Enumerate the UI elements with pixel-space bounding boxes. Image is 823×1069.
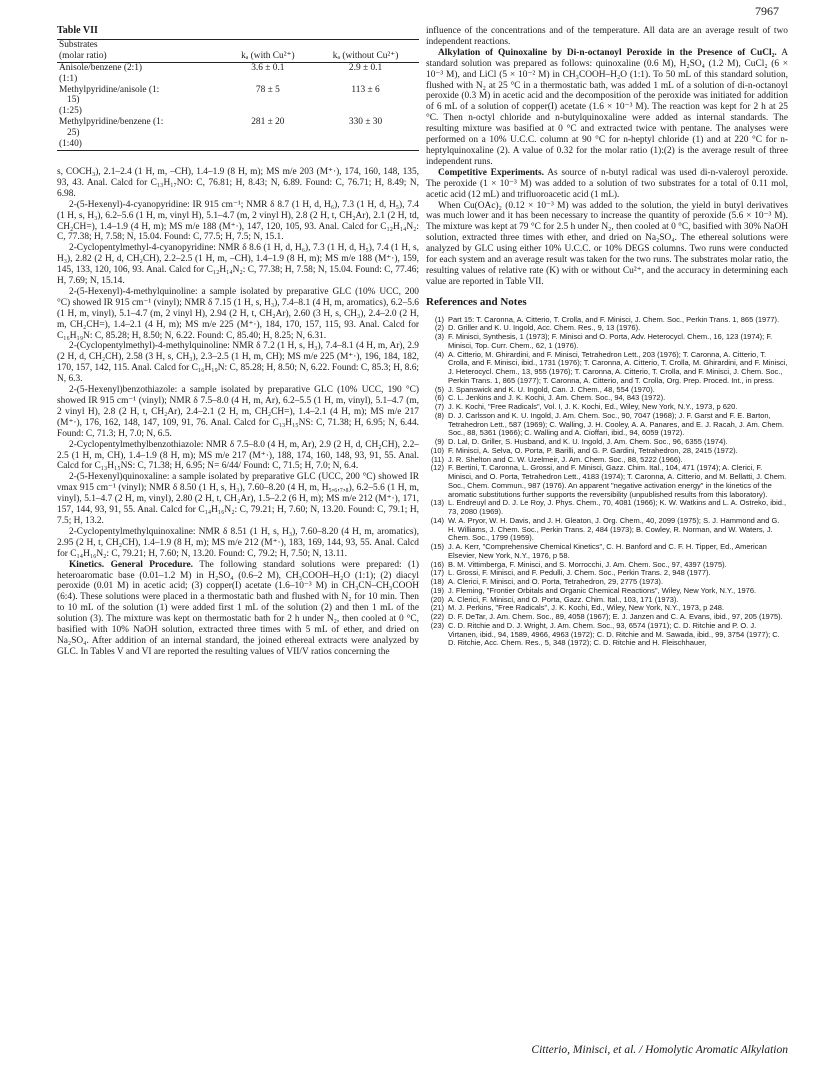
reference-number: (13) — [430, 498, 444, 508]
paragraph: 2-(5-Hexenyl)quinoxaline: a sample isolated by preparative GLC (UCC, 200 °C) showed IR νmax 915 cm⁻¹ (vinyl); NMR δ 8.50 (1 H, s, H₃), 7.60–8.20 (4 H, m, H₅,₆,₇,₈), 6.2–5.6 (1 H, m, vinyl), 5.1–4.7 (2 H, m, vinyl), 2.80 (2 H, t, CH₂Ar), 1.5–2.2 (6 H, m); MS m/e 212 (M⁺·), 171, 157, 144, 93, 91, 55. Anal. Calcd for C₁₄H₁₆N₂: C, 79.21; H, 7.60; N, 13.20. Found: C, 79.1; H, 7.5; H, 13.2. — [57, 472, 419, 526]
reference-text: J. Spanswick and K. U. Ingold, Can. J. Chem., 48, 554 (1970). — [448, 384, 655, 394]
table-vii — [57, 39, 419, 151]
reference-text: A. Clerici, F. Minisci, and O. Porta, Tetrahedron, 29, 2775 (1973). — [448, 577, 663, 587]
running-footer: Citterio, Minisci, et al. / Homolytic Aromatic Alkylation — [531, 1044, 788, 1056]
reference-number: (20) — [430, 594, 444, 604]
reference-item — [426, 517, 788, 543]
table-header-substrates: Substrates — [57, 39, 224, 50]
table-header-without-cu: kₐ (without Cu²⁺) — [312, 51, 419, 62]
reference-text: D. J. Carlsson and K. U. Ingold, J. Am. Chem. Soc., 90, 7047 (1968); J. F. Garst and F. E. Barton, Tetrahedron Lett., 587 (1969); C. Walling, J. H. Cooley, A. A. Panares, and E. J. Racah, J. Am. Chem. Soc., 88, 5361 (1966); C. Walling and A. Cioffari, ibid., 94, 6059 (1972). — [448, 410, 784, 438]
reference-text: A. Clerici, F. Minisci, and O. Porta, Gazz. Chim. Ital., 103, 171 (1973). — [448, 594, 679, 604]
reference-text: C. D. Ritchie and D. J. Wright, J. Am. Chem. Soc., 93, 6574 (1971); C. D. Ritchie and P. O. J. Virtanen, ibid., 94, 1589, 4966, 4963 (1972); C. D. Ritchie and M. Sawada, ibid., 99, 3754 (1977); C. D. Ritchie, Acc. Chem. Res., 5, 348 (1972); C. D. Ritchie and H. Fleischhauer, — [448, 620, 780, 648]
reference-text: L. Endreuyl and D. J. Le Roy, J. Phys. Chem., 70, 4081 (1966); K. W. Watkins and L. A. Ostreko, ibid., 73, 2080 (1969). — [448, 498, 787, 517]
reference-number: (15) — [430, 542, 444, 552]
references-heading: References and Notes — [426, 295, 527, 308]
reference-number: (3) — [434, 332, 444, 342]
reference-number: (21) — [430, 603, 444, 613]
reference-number: (4) — [434, 349, 444, 359]
reference-text: Part 15: T. Caronna, A. Citterio, T. Crolla, and F. Minisci, J. Chem. Soc., Perkin Trans. 1, 865 (1977). — [448, 314, 780, 324]
paragraph: 2-(5-Hexenyl)benzothiazole: a sample isolated by preparative GLC (10% UCC, 190 °C) showed IR 915 cm⁻¹ (vinyl); NMR δ 7.5–8.0 (4 H, m, Ar), 6.2–5.5 (1 H, m, vinyl), 5.1–4.7 (m, 2 vinyl H), 2.8 (2 H, t, CH₂Ar), 2.4–2.1 (2 H, m, CH₂CH=), 1.4–2.1 (4 H, m); MS m/e 217 (M⁺·), 176, 162, 148, 147, 109, 91, 76. Anal. Calcd for C₁₃H₁₅NS: C, 71.38; H, 6.95; N, 6.44. Found: C, 71.3; H, 7.0; N, 6.5. — [57, 385, 419, 439]
paragraph: 2-Cyclopentylmethyl-4-cyanopyridine: NMR δ 8.6 (1 H, d, H₆), 7.3 (1 H, d, H₅), 7.4 (1 H, s, H₃), 2.82 (2 H, d, CH₂CH), 2.2–2.5 (1 H, m, –CH), 1.4–1.9 (8 H, m); MS m/e 188 (M⁺·), 159, 145, 133, 120, 106, 93. Anal. Calcd for C₁₂H₁₄N₂: C, 77.38; H, 7.58; N, 15.04. Found: C, 77.46; H, 7.69; N, 15.14. — [57, 243, 419, 287]
reference-text: F. Minisci, Synthesis, 1 (1973); F. Minisci and O. Porta, Adv. Heterocycl. Chem., 16, 123 (1974); F. Minisci, Top. Curr. Chem., 62, 1 (1976). — [448, 332, 773, 350]
reference-number: (5) — [434, 384, 444, 394]
reference-number: (16) — [430, 559, 444, 569]
reference-text: F. Minisci, A. Selva, O. Porta, P. Barilli, and G. P. Gardini, Tetrahedron, 28, 2415 (1972). — [448, 445, 738, 455]
page-number: 7967 — [755, 4, 779, 18]
paragraph: 2-Cyclopentylmethylquinoxaline: NMR δ 8.51 (1 H, s, H₃), 7.60–8.20 (4 H, m, aromatics), 2.95 (2 H, t, CH₂CH), 1.4–1.9 (8 H, m); MS m/e 212 (M⁺·), 183, 169, 144, 93, 55. Anal. Calcd for C₁₄H₁₆N₂: C, 79.21; H, 7.60; N, 13.20. Found: C, 79.2; H, 7.50; N, 13.11. — [57, 526, 419, 559]
table-title: Table VII — [57, 25, 98, 36]
reference-item — [426, 464, 788, 499]
reference-item — [426, 543, 788, 561]
reference-number: (22) — [430, 612, 444, 622]
reference-number: (11) — [431, 454, 444, 464]
reference-number: (14) — [430, 515, 444, 525]
table-row: Methylpyridine/benzene (1: 281 ± 20 330 ± 30 — [59, 117, 383, 128]
reference-text: J. R. Shelton and C. W. Uzelmeir, J. Am. Chem. Soc., 88, 5222 (1966). — [448, 454, 683, 464]
reference-item — [426, 412, 788, 438]
reference-number: (9) — [434, 437, 444, 447]
reference-number: (6) — [434, 393, 444, 403]
table-row: Anisole/benzene (2:1) 3.6 ± 0.1 2.9 ± 0.1 — [59, 62, 383, 73]
reference-number: (23) — [430, 620, 444, 630]
competitive-paragraph: Competitive Experiments. As source of n-butyl radical was used di-n-valeroyl peroxide. The peroxide (1 × 10⁻³ M) was added to a solution of two substrates for a total of 0.11 mol, acetic acid (12 mL) and trifluoroacetic acid (1 mL). — [426, 167, 788, 200]
run-in-heading: Kinetics. General Procedure. — [69, 559, 193, 570]
reference-text: W. A. Pryor, W. H. Davis, and J. H. Gleaton, J. Org. Chem., 40, 2099 (1975); S. J. Hammond and G. H. Williams, J. Chem. Soc., Perkin Trans. 2, 484 (1973); B. Cowley, R. Norman, and W. Waters, J. Chem. Soc., 1799 (1959). — [448, 515, 780, 543]
paragraph: 2-(5-Hexenyl)-4-cyanopyridine: IR 915 cm⁻¹; NMR δ 8.7 (1 H, d, H₆), 7.3 (1 H, d, H₅), 7.4 (1 H, s, H₃), 6.2–5.6 (1 H, m, vinyl H), 5.1–4.7 (m, 2 vinyl H), 2.8 (2 H, t, CH₂Ar), 2.1 (2 H, td, CH₂CH=), 1.4–1.9 (4 H, m); MS m/e 188 (M⁺·), 147, 120, 105, 93. Anal. Calcd for C₁₂H₁₄N₂: C, 77.38; H, 7.58; N, 15.04. Found: C, 77.5; H, 7.5; N, 15.1. — [57, 199, 419, 243]
reference-text: J. A. Kerr, "Comprehensive Chemical Kinetics", C. H. Banford and C. F. H. Tipper, Ed., American Elsevier, New York, N.Y., 1976, p 58. — [448, 542, 767, 560]
alkylation-paragraph: Alkylation of Quinoxaline by Di-n-octanoyl Peroxide in the Presence of CuCl₂. A standard solution was prepared as follows: quinoxaline (0.6 M), H₂SO₄ (1.2 M), CuCl₂ (6 × 10⁻³ M), and LiCl (5 × 10⁻² M) in CH₃COOH–H₂O (1:1). To 50 mL of this standard solution, flushed with N₂ at 25 °C in a thermostatic bath, was added 1 mL of a solution of di-n-octanoyl peroxide (0.3 M) in acetic acid and the decomposition of the peroxide was initiated for addition of 6 mL of a solution of copper(I) acetate (1.6 × 10⁻³ M). The reaction was kept for 2 h at 25 °C. Then n-octyl chloride and n-butylquinoxaline were added as internal standards. The resulting mixture was basified at 0 °C and extracted twice with pentane. The analyses were performed on a 10% U.C.C. column at 90 °C for n-heptyl chloride (1) and at 220 °C for n-heptylquinoxaline (2). A value of 0.32 for the molar ratio (1):(2) is the average result of three independent runs. — [426, 47, 788, 167]
reference-text: M. J. Perkins, "Free Radicals", J. K. Kochi, Ed., Wiley, New York, N.Y., 1973, p 248. — [448, 603, 724, 613]
reference-text: D. Griller and K. U. Ingold, Acc. Chem. Res., 9, 13 (1976). — [448, 323, 641, 333]
references-list — [426, 316, 788, 649]
paragraph: 2-(Cyclopentylmethyl)-4-methylquinoline: NMR δ 7.2 (1 H, s, H₃), 7.4–8.1 (4 H, m, Ar), 2.9 (2 H, d, CH₂CH), 2.58 (3 H, s, CH₃), 2.3–2.5 (1 H, m, CH); MS m/e 225 (M⁺·), 196, 184, 182, 170, 157, 142, 115. Anal. Calcd for C₁₆H₁₉N: C, 85.28; H, 8.50; N, 6.22. Found: C, 85.3; H, 8.6; N, 6.3. — [57, 341, 419, 385]
table-row: (1:1) — [59, 73, 78, 84]
kinetics-paragraph: Kinetics. General Procedure. The following standard solutions were prepared: (1) heteroaromatic base (0.01–1.2 M) in H₂SO₄ (0.6–2 M), CH₃COOH–H₂O (1:1); (2) diacyl peroxide (0.01 M) in acetic acid; (3) copper(I) acetate (1.6–10⁻³ M) in CH₃CN–CH₃COOH (6:4). These solutions were placed in a thermostatic bath and flushed with N₂ for 10 min. Then to 10 mL of the solution (1) were added first 1 mL of the solution (2) and then 1 mL of the solution (3). The mixture was kept on thermostatic bath for 2 h under N₂, then cooled at 0 °C, basified with 10% NaOH solution, extracted three times with 5 mL of ether, and dried on Na₂SO₄. After addition of an internal standard, the joined ethereal extracts were analyzed by GLC. In Tables V and VI are reported the resulting values of VII/V ratios concerning the — [57, 559, 419, 657]
reference-item — [426, 351, 788, 386]
reference-number: (18) — [430, 577, 444, 587]
reference-text: A. Citterio, M. Ghirardini, and F. Minisci, Tetrahedron Lett., 203 (1976); T. Caronna, A. Citterio, T. Crolla, and F. Minisci, ibid., 1731 (1976); T. Caronna, A. Citterio, T. Crolla, M. Ghirardini, and F. Minisci, J. Heterocycl. Chem., 13, 955 (1976); T. Caronna, A. Citterio, T. Crolla, and F. Minisci, J. Chem. Soc., Perkin Trans. 1, 865 (1977); T. Caronna, A. Citterio, and T. Crolla, Org. Prep. Proced. Int., in press. — [448, 349, 788, 385]
reference-number: (7) — [434, 402, 444, 412]
right-column — [426, 26, 788, 648]
paragraph: 2-Cyclopentylmethylbenzothiazole: NMR δ 7.5–8.0 (4 H, m, Ar), 2.9 (2 H, d, CH₂CH), 2.2–2.5 (1 H, m, CH), 1.4–1.9 (8 H, m); MS m/e 217 (M⁺·), 188, 174, 160, 148, 93, 91, 55. Anal. Calcd for C₁₃H₁₅NS: C, 71.38; H, 6.95; N= 6/44/ Found: C, 71.5; H, 7.0; N, 6.4. — [57, 439, 419, 472]
table-row: (1:40) — [57, 139, 419, 150]
run-in-heading: Competitive Experiments. — [438, 167, 545, 178]
reference-number: (19) — [430, 585, 444, 595]
reference-text: D. Lal, D. Griller, S. Husband, and K. U. Ingold, J. Am. Chem. Soc., 96, 6355 (1974). — [448, 437, 728, 447]
reference-number: (17) — [430, 568, 444, 578]
table-row: (1:25) — [59, 106, 82, 117]
run-in-heading: Alkylation of Quinoxaline by Di-n-octanoyl Peroxide in the Presence of CuCl₂. — [438, 47, 777, 58]
reference-text: F. Bertini, T. Caronna, L. Grossi, and F. Minisci, Gazz. Chim. Ital., 104, 471 (1974); A. Clerici, F. Minisci, and O. Porta, Tetrahedron Lett., 4183 (1974); T. Caronna, A. Citterio, and M. Bellatti, J. Chem. Soc., Chem. Commun., 987 (1976). An apparent "negative activation energy" in the kinetics of the aromatic substitutions further supports the reversibility (unpublished results from this laboratory). — [448, 463, 787, 499]
paragraph: influence of the concentrations and of the temperature. All data are an average result of two independent reactions. — [426, 26, 788, 47]
table-row: 15) — [67, 95, 80, 106]
reference-text: L. Grossi, F. Minisci, and F. Pedulli, J. Chem. Soc., Perkin Trans. 2, 948 (1977). — [448, 568, 711, 578]
reference-item — [426, 499, 788, 517]
reference-item — [426, 622, 788, 648]
reference-text: J. K. Kochi, "Free Radicals", Vol. I, J. K. Kochi, Ed., Wiley, New York, N.Y., 1973, p 620. — [448, 402, 738, 412]
paragraph: s, COCH₃), 2.1–2.4 (1 H, m, –CH), 1.4–1.9 (8 H, m); MS m/e 203 (M⁺·), 174, 160, 148, 135, 93, 43. Anal. Calcd for C₁₃H₁₇NO: C, 76.81; H, 8.43; N, 6.89. Found: C, 76.71; H, 8.49; N, 6.98. — [57, 166, 419, 199]
left-column — [57, 26, 419, 658]
paragraph: 2-(5-Hexenyl)-4-methylquinoline: a sample isolated by preparative GLC (10% UCC, 200 °C) showed IR 915 cm⁻¹ (vinyl); NMR δ 7.15 (1 H, s, H₃), 7.4–8.1 (4 H, m, aromatics), 6.2–5.6 (1 H, m, vinyl), 5.1–4.7 (m, 2 vinyl H), 2.94 (2 H, t, CH₂Ar), 2.60 (3 H, s, CH₃), 2.4–2.0 (2 H, m, CH₂CH=), 1.4–2.1 (4 H, m); MS m/e 225 (M⁺·), 184, 170, 157, 115, 93. Anal. Calcd for C₁₆H₁₉N: C, 85.28; H, 8.50; N, 6.22. Found: C, 85.40; H, 8.25; N, 6.31. — [57, 286, 419, 341]
reference-text: J. Fleming, "Frontier Orbitals and Organic Chemical Reactions", Wiley, New York, N.Y., 1976. — [448, 585, 757, 595]
table-header-with-cu: kₐ (with Cu²⁺) — [224, 51, 312, 62]
paragraph: When Cu(OAc)₂ (0.12 × 10⁻³ M) was added to the solution, the yield in butyl derivatives was much lower and it has been necessary to increase the quantity of peroxide (5.6 × 10⁻³ M). The mixture was kept at 79 °C for 2.5 h under N₂, then cooled at 0 °C, basified with 30% NaOH solution, extracted three times with ether, and dried on Na₂SO₄. The ethereal solutions were analyzed by GLC using either 10% U.C.C. or 10% DEGS columns. Two runs were conducted for each system and an average result was taken for the two runs. The substrates molar ratio, the resulting values of relative rate (K) with or without Cu²⁺, and the accuracy in determining each value are reported in Table VII. — [426, 200, 788, 287]
reference-text: C. L. Jenkins and J. K. Kochi, J. Am. Chem. Soc., 94, 843 (1972). — [448, 393, 666, 403]
table-row: Methylpyridine/anisole (1: 78 ± 5 113 ± 6 — [59, 84, 380, 95]
reference-item — [426, 333, 788, 351]
reference-number: (12) — [430, 463, 444, 473]
table-header-molar-ratio: (molar ratio) — [57, 51, 224, 62]
table-row: 25) — [67, 128, 80, 139]
reference-number: (2) — [434, 323, 444, 333]
reference-number: (10) — [430, 445, 444, 455]
reference-number: (1) — [434, 314, 444, 324]
reference-number: (8) — [434, 410, 444, 420]
reference-text: D. F. DeTar, J. Am. Chem. Soc., 89, 4058 (1967); E. J. Janzen and C. A. Evans, ibid., 97, 205 (1975). — [448, 612, 783, 622]
reference-text: B. M. Vittimberga, F. Minisci, and S. Morrocchi, J. Am. Chem. Soc., 97, 4397 (1975). — [448, 559, 727, 569]
